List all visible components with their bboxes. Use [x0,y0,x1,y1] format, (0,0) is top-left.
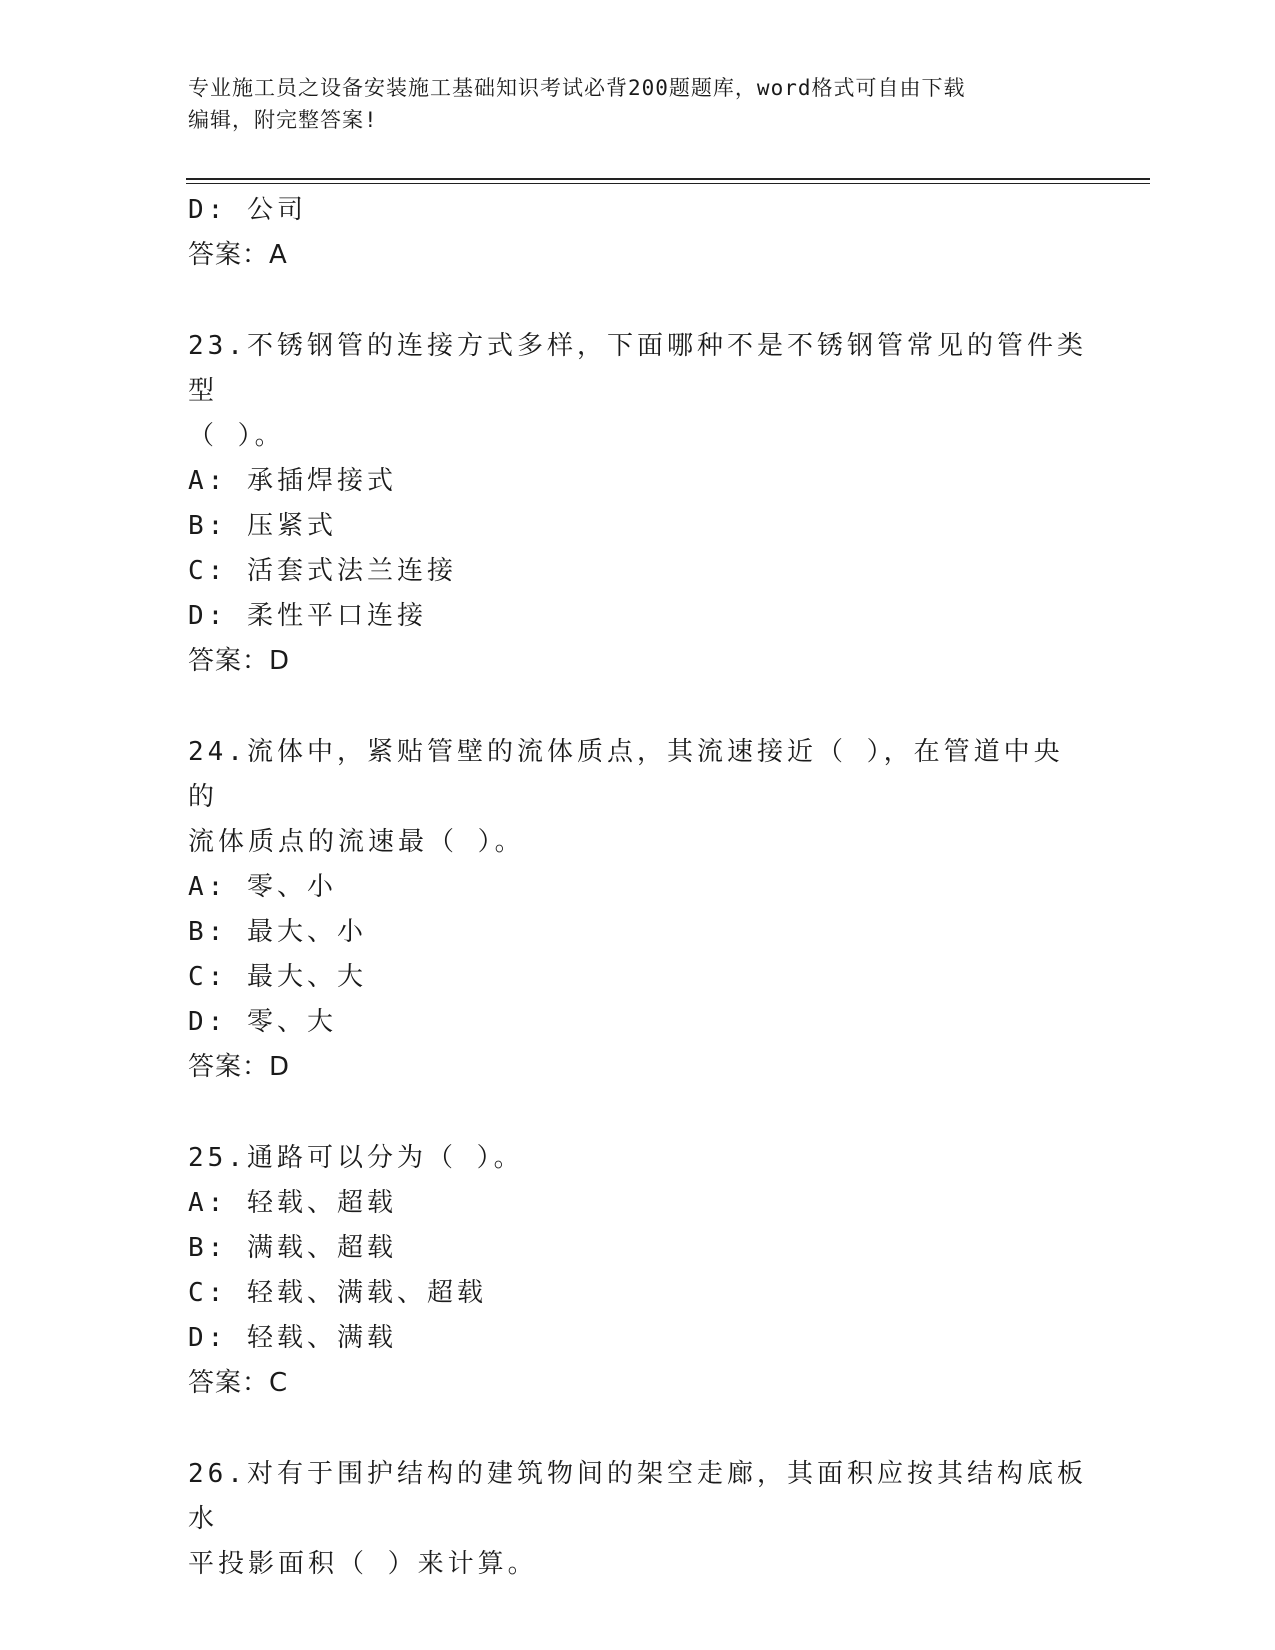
question-23 [188,324,1088,684]
option-d: D: 轻载、满载 [188,1323,397,1353]
answer-line: 答案：A [188,240,288,270]
option-c: C: 活套式法兰连接 [188,556,457,586]
option-d: D: 零、大 [188,1007,337,1037]
option-a: A: 零、小 [188,872,337,902]
question-26 [188,1452,1088,1587]
option-b: B: 压紧式 [188,511,337,541]
option-c: C: 最大、大 [188,962,367,992]
answer-line: 答案：D [188,646,291,676]
question-25 [188,1136,1088,1406]
option-a: A: 承插焊接式 [188,466,397,496]
question-text-line: 平投影面积（ ）来计算。 [188,1549,538,1579]
page-header [188,72,1068,136]
question-text-line: 25.通路可以分为（ ）。 [188,1143,524,1173]
question-text-line: 23.不锈钢管的连接方式多样，下面哪种不是不锈钢管常见的管件类型 [188,331,1087,406]
question-24 [188,730,1088,1090]
question-text-line: （ ）。 [188,421,285,451]
option-d: D: 柔性平口连接 [188,601,427,631]
question-text-line: 24.流体中，紧贴管壁的流体质点，其流速接近（ ），在管道中央的 [188,737,1064,812]
option-b: B: 满载、超载 [188,1233,397,1263]
option-c: C: 轻载、满载、超载 [188,1278,487,1308]
option-b: B: 最大、小 [188,917,367,947]
header-line-1: 专业施工员之设备安装施工基础知识考试必背200题题库，word格式可自由下载 [188,76,966,100]
option-a: A: 轻载、超载 [188,1188,397,1218]
header-line-2: 编辑，附完整答案! [188,108,378,132]
previous-question-tail [188,188,1088,278]
question-text-line: 流体质点的流速最（ ）。 [188,827,525,857]
answer-line: 答案：C [188,1368,289,1398]
answer-line: 答案：D [188,1052,291,1082]
question-content [188,188,1088,1587]
option-d: D: 公司 [188,195,307,225]
header-rule-thin [186,183,1150,184]
header-rule-thick [186,178,1150,180]
question-text-line: 26.对有于围护结构的建筑物间的架空走廊，其面积应按其结构底板水 [188,1459,1087,1534]
